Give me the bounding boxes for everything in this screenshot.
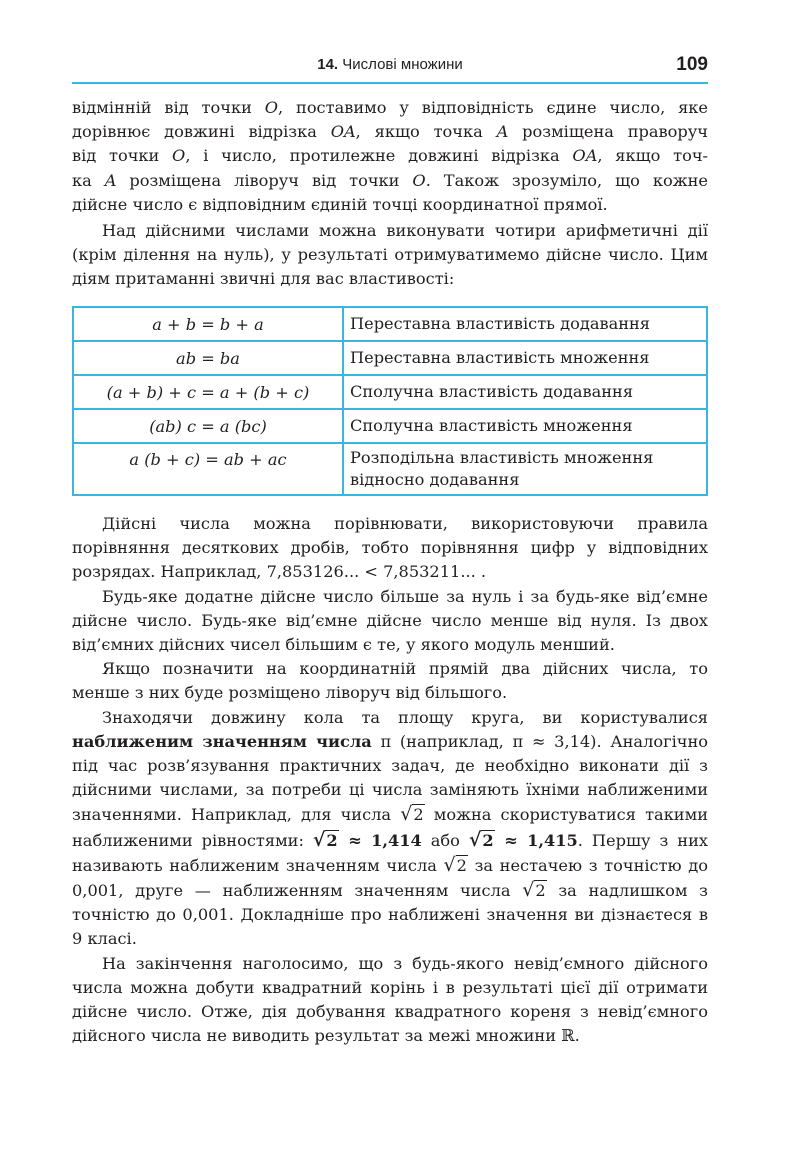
formula-cell: ab = ba (73, 341, 343, 375)
description-cell: Переставна властивість додавання (343, 307, 707, 341)
paragraph-6: Знаходячи довжину кола та площу круга, ви користувалися наближеним значенням числа π (наприклад, π ≈ 3,14). Аналогічно під час розв’язування практичних задач, де необхідно виконати дії з дійсними числами, за потреби ці числа заміняють їхніми наближеними значеннями. Наприклад, для числа √2 можна скористуватися такими наближеними рівностями: √2 ≈ 1,414 або √2 ≈ 1,415. Першу з них називають наближеним значенням числа √2 за нестачею з точністю до 0,001, друге — наближенням значенням числа √2 за надлишком з точністю до 0,001. Докладніше про наближені значення ви дізнаєтеся в 9 класі. (72, 707, 709, 949)
running-title (72, 56, 708, 73)
section-title: Числові множини (342, 56, 463, 73)
sqrt-two: √2 (312, 828, 338, 851)
real-numbers-set-symbol: ℝ (561, 1026, 575, 1046)
text-block (72, 512, 708, 1048)
paragraph-5: Якщо позначити на координатній прямій два дійсних числа, то менше з них буде розміщено ліворуч від більшого. (72, 659, 708, 703)
formula-cell: (a + b) + c = a + (b + c) (73, 375, 343, 409)
paragraph-3: Дійсні числа можна порівнювати, використовуючи правила порівняння десяткових дробів, тобто порівняння цифр у відповідних розрядах. Наприклад, 7,853126... < 7,853211... . (72, 514, 708, 582)
table-row (73, 409, 707, 443)
formula-cell: a (b + c) = ab + ac (73, 443, 343, 495)
properties-table (72, 306, 708, 496)
bold-term: наближеним значенням числа (72, 731, 372, 751)
section-number: 14. (317, 56, 339, 73)
formula-cell: a + b = b + a (73, 307, 343, 341)
description-cell: Розподільна властивість множення відносно додавання (343, 443, 707, 495)
para1-line-1: відмінній від точки O, поставимо у відповідність єдине число, яке (72, 98, 708, 117)
para1-line-3: від точки O, і число, протилежне довжині відрізка OA, якщо точ- (72, 146, 709, 166)
paragraph-4: Будь-яке додатне дійсне число більше за нуль і за будь-яке від’ємне дійсне число. Будь-яке від’ємне дійсне число менше від нуля. Із двох від’ємних дійсних чисел більшим є те, у якого модуль менший. (72, 586, 708, 655)
paragraph-7: На закінчення наголосимо, що з будь-якого невід’ємного дійсного числа можна добути квадратний корінь і в результаті цієї дії отримати дійсне число. Отже, дія добування квадратного кореня з невід’ємного дійсного числа не виводить результат за межі множини ℝ. (72, 953, 708, 1046)
sqrt-two: √2 (468, 828, 494, 851)
table-row (73, 307, 707, 341)
para1-line-5: дійсне число є відповідним єдиній точці координатної прямої. (72, 194, 608, 214)
table-row (73, 443, 707, 495)
description-cell: Переставна властивість множення (343, 341, 707, 375)
header-divider (72, 82, 708, 84)
sqrt-two: √2 (443, 853, 467, 876)
sqrt-two: √2 (522, 879, 546, 902)
formula-cell: (ab) c = a (bc) (73, 409, 343, 443)
page-header (72, 52, 708, 82)
paragraph-1 (72, 96, 708, 217)
para1-line-4: ка A розміщена ліворуч від точки O. Також зрозуміло, що кожне (72, 170, 708, 190)
sqrt-two: √2 (400, 803, 424, 826)
description-cell: Сполучна властивість додавання (343, 375, 707, 409)
table-row (73, 375, 707, 409)
page-number: 109 (676, 54, 708, 75)
para1-line-2: дорівнює довжині відрізка OA, якщо точка A розміщена праворуч (72, 122, 708, 142)
table-row (73, 341, 707, 375)
description-cell: Сполучна властивість множення (343, 409, 707, 443)
paragraph-2: Над дійсними числами можна виконувати чотири арифметичні дії (крім ділення на нуль), у результаті отримуватимемо дійсне число. Цим діям притаманні звичні для вас властивості: (72, 221, 708, 289)
